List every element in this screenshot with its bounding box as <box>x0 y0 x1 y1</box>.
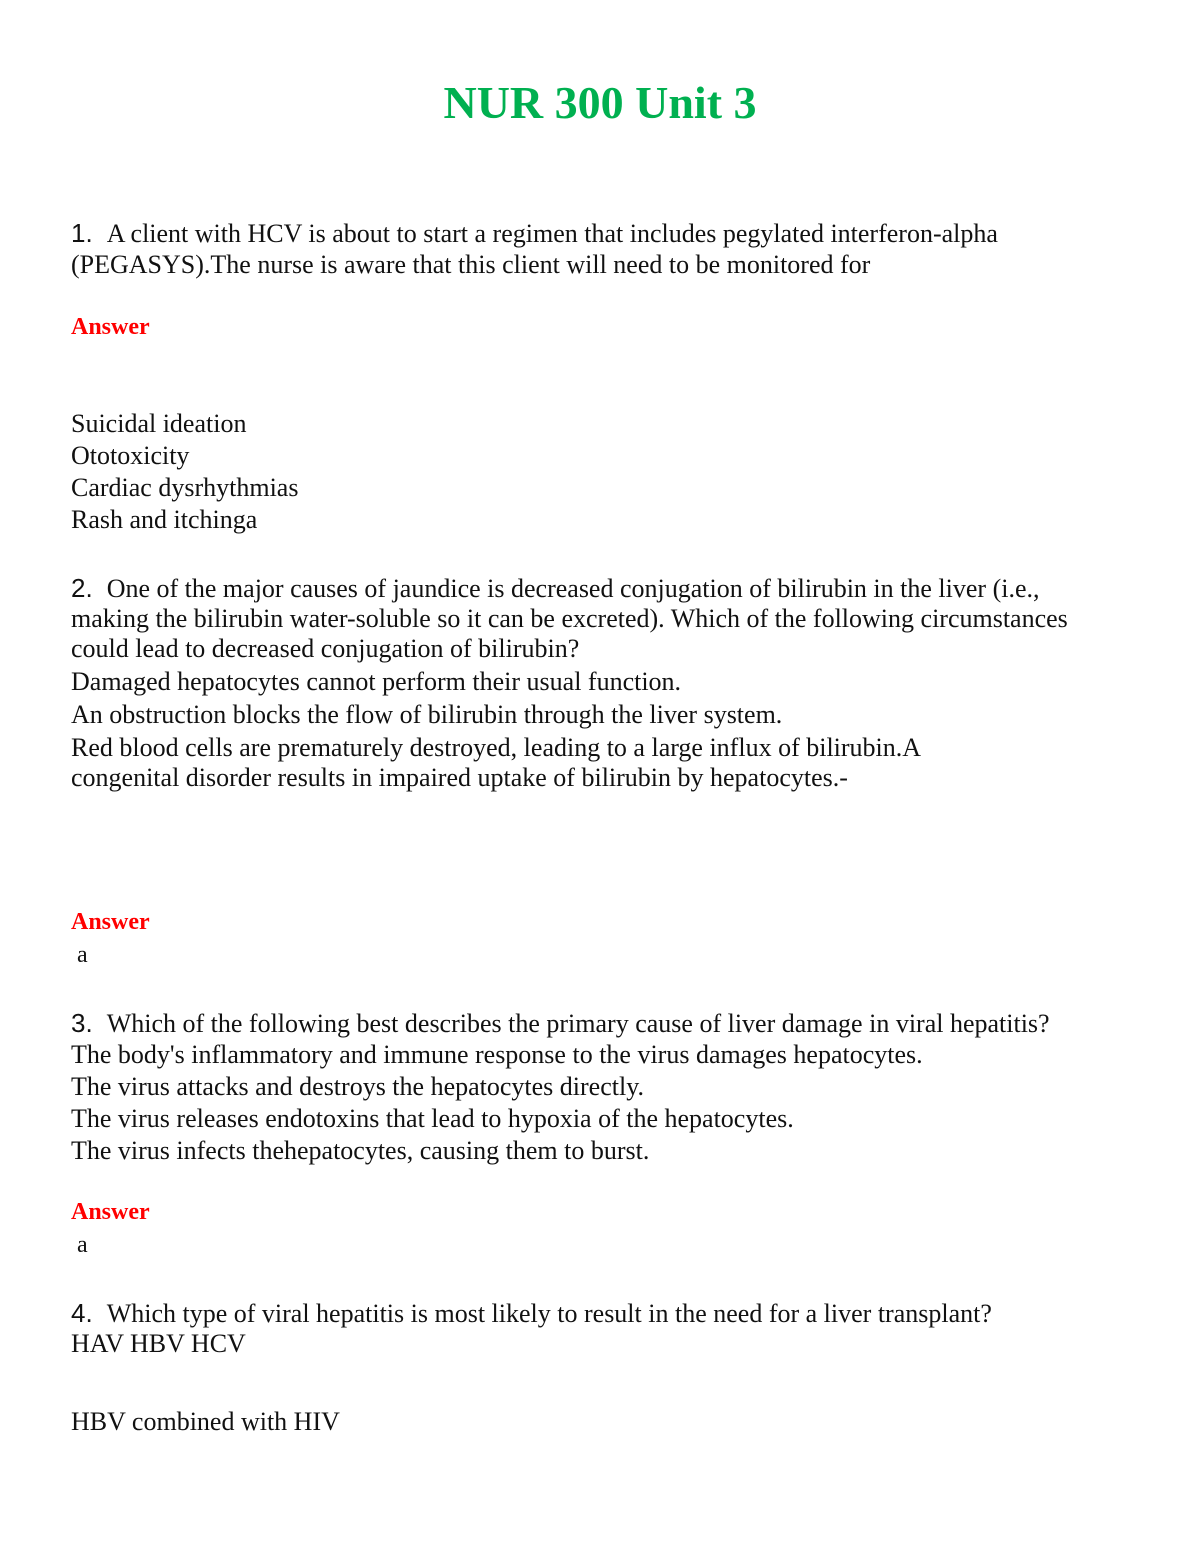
question-2-option-2: An obstruction blocks the flow of bilirubin through the liver system. <box>71 700 783 729</box>
question-3-stem-line-1: 3. Which of the following best describes the primary cause of liver damage in viral hepatitis? <box>71 1008 1050 1038</box>
question-3-option-4: The virus infects thehepatocytes, causing them to burst. <box>71 1136 650 1165</box>
question-2-option-1: Damaged hepatocytes cannot perform their usual function. <box>71 667 682 696</box>
question-3-option-2: The virus attacks and destroys the hepatocytes directly. <box>71 1072 645 1101</box>
question-2-option-3: Red blood cells are prematurely destroyed, leading to a large influx of bilirubin.A <box>71 733 922 762</box>
question-1-option-2: Ototoxicity <box>71 441 190 470</box>
question-4-number: 4. <box>71 1298 93 1328</box>
question-2-answer-label: Answer <box>71 909 150 935</box>
question-1-options <box>71 408 1151 536</box>
question-4-option-1: HAV HBV HCV <box>71 1329 246 1358</box>
question-3-options <box>71 1039 1151 1167</box>
question-2-stem <box>71 573 1151 664</box>
question-2-stem-line-1: 2. One of the major causes of jaundice is decreased conjugation of bilirubin in the liver (i.e., <box>71 573 1040 603</box>
question-2-stem-line-3: could lead to decreased conjugation of bilirubin? <box>71 634 580 663</box>
question-1-stem-line-2: (PEGASYS).The nurse is aware that this client will need to be monitored for <box>71 250 871 279</box>
question-1-answer-label: Answer <box>71 314 150 340</box>
question-3-option-1: The body's inflammatory and immune response to the virus damages hepatocytes. <box>71 1040 923 1069</box>
question-2-answer-value: a <box>77 942 88 968</box>
question-1-option-3: Cardiac dysrhythmias <box>71 473 299 502</box>
question-1-number: 1. <box>71 218 93 248</box>
question-4-stem <box>71 1298 1151 1359</box>
question-1-stem <box>71 218 1151 280</box>
question-4-option-2: HBV combined with HIV <box>71 1407 340 1436</box>
question-1-option-4: Rash and itchinga <box>71 505 258 534</box>
question-4-stem-line-1: 4. Which type of viral hepatitis is most likely to result in the need for a liver transplant? <box>71 1298 992 1328</box>
question-3-option-3: The virus releases endotoxins that lead to hypoxia of the hepatocytes. <box>71 1104 794 1133</box>
question-2-option-4: congenital disorder results in impaired uptake of bilirubin by hepatocytes.- <box>71 763 848 792</box>
question-1-option-1: Suicidal ideation <box>71 409 247 438</box>
question-3-stem <box>71 1008 1151 1039</box>
question-3-number: 3. <box>71 1008 93 1038</box>
question-2-stem-line-2: making the bilirubin water-soluble so it can be excreted). Which of the following circumstances <box>71 604 1068 633</box>
question-3-answer-label: Answer <box>71 1199 150 1225</box>
question-1-stem-line-1: 1. A client with HCV is about to start a regimen that includes pegylated interferon-alpha <box>71 218 998 248</box>
question-3-answer-value: a <box>77 1232 88 1258</box>
document-title: NUR 300 Unit 3 <box>443 77 757 128</box>
question-2-number: 2. <box>71 573 93 603</box>
question-2-options <box>71 665 1151 794</box>
